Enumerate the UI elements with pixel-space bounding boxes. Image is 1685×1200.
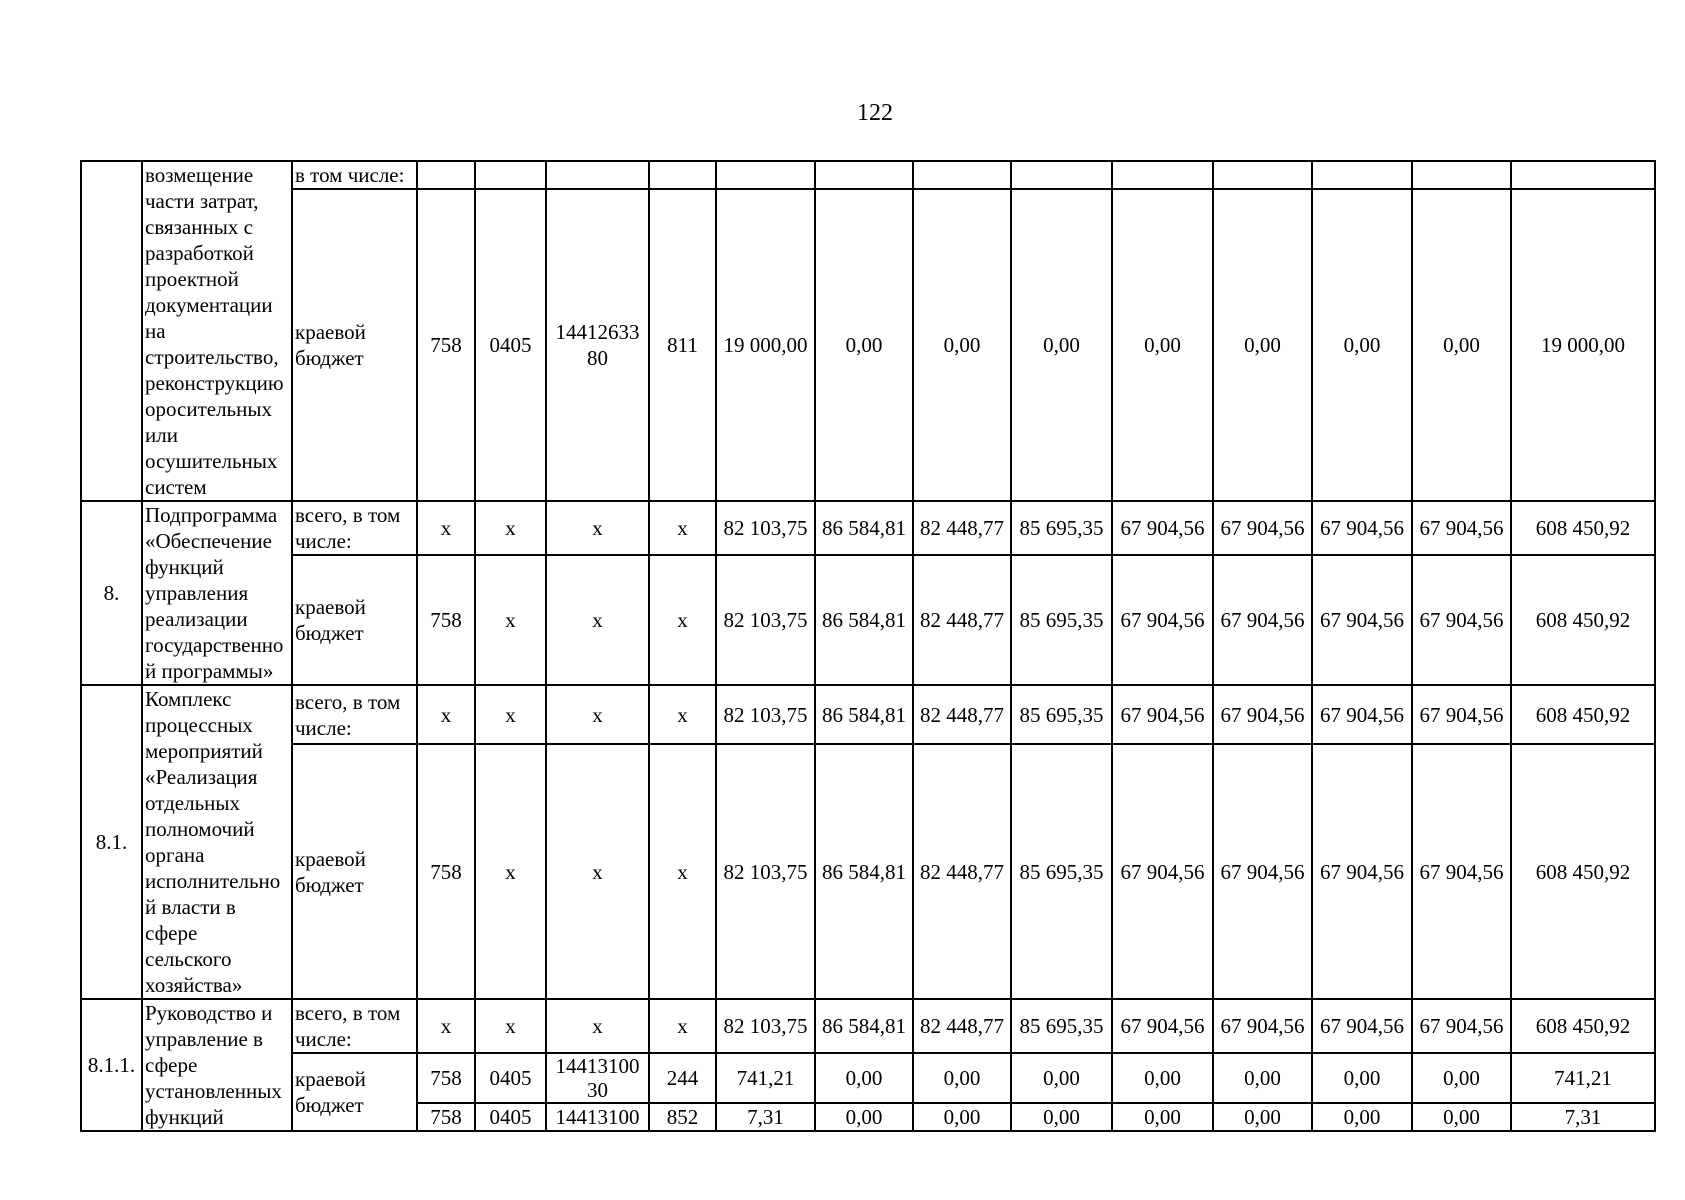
code-cell: х — [417, 685, 475, 744]
amount-cell: 67 904,56 — [1213, 685, 1312, 744]
code-cell: 0405 — [475, 1103, 546, 1131]
code-cell: х — [649, 999, 716, 1053]
code-cell: х — [417, 501, 475, 555]
table-row — [81, 1053, 1655, 1103]
amount-cell: 67 904,56 — [1112, 555, 1213, 685]
code-cell: 14413100 — [546, 1103, 649, 1131]
code-cell: х — [546, 999, 649, 1053]
amount-total: 608 450,92 — [1511, 999, 1655, 1053]
code-cell: х — [546, 501, 649, 555]
amount-cell: 67 904,56 — [1412, 744, 1511, 999]
amount-cell: 67 904,56 — [1312, 999, 1412, 1053]
amount-cell: 82 448,77 — [913, 555, 1011, 685]
amount-cell: 0,00 — [1213, 189, 1312, 501]
amount-cell: 82 448,77 — [913, 744, 1011, 999]
amount-cell: 0,00 — [1112, 189, 1213, 501]
table-row — [81, 189, 1655, 501]
total-label: всего, в том числе: — [292, 685, 417, 744]
code-cell: 758 — [417, 744, 475, 999]
amount-cell: 85 695,35 — [1011, 555, 1112, 685]
amount-cell: 67 904,56 — [1312, 501, 1412, 555]
code-vr: 811 — [649, 189, 716, 501]
code-cell: 244 — [649, 1053, 716, 1103]
amount-total: 608 450,92 — [1511, 555, 1655, 685]
amount-cell: 67 904,56 — [1312, 555, 1412, 685]
amount-cell: 85 695,35 — [1011, 999, 1112, 1053]
page-number: 122 — [857, 100, 893, 126]
amount-cell: 0,00 — [1112, 1103, 1213, 1131]
code-cell: 0405 — [475, 1053, 546, 1103]
code-cell: х — [546, 555, 649, 685]
funding-source: краевой бюджет — [292, 555, 417, 685]
table-row — [81, 744, 1655, 999]
amount-cell: 67 904,56 — [1412, 685, 1511, 744]
amount-cell: 0,00 — [815, 1053, 913, 1103]
code-cell: х — [475, 744, 546, 999]
amount-cell: 0,00 — [913, 1053, 1011, 1103]
row-name: возмещение части затрат, связанных с разработкой проектной документации на строительство, реконструкцию оросительных или осушительных систем — [142, 161, 292, 501]
amount-cell: 86 584,81 — [815, 999, 913, 1053]
amount-cell: 67 904,56 — [1112, 685, 1213, 744]
funding-source: краевой бюджет — [292, 189, 417, 501]
amount-cell: 67 904,56 — [1412, 555, 1511, 685]
code-cell: х — [649, 555, 716, 685]
amount-cell: 67 904,56 — [1412, 501, 1511, 555]
amount-cell: 0,00 — [1412, 1103, 1511, 1131]
code-cell: х — [546, 744, 649, 999]
code-cell: 758 — [417, 1103, 475, 1131]
amount-cell: 0,00 — [1112, 1053, 1213, 1103]
amount-cell: 741,21 — [716, 1053, 815, 1103]
amount-cell: 0,00 — [913, 1103, 1011, 1131]
row-number: 8.1. — [81, 685, 142, 999]
row-name: Комплекс процессных мероприятий «Реализация отдельных полномочий органа исполнительно й власти в сфере сельского хозяйства» — [142, 685, 292, 999]
amount-cell: 82 103,75 — [716, 501, 815, 555]
code-cell: х — [649, 744, 716, 999]
code-cell: х — [546, 685, 649, 744]
amount-cell: 82 103,75 — [716, 555, 815, 685]
total-label: всего, в том числе: — [292, 999, 417, 1053]
code-cell: 758 — [417, 1053, 475, 1103]
amount-total: 7,31 — [1511, 1103, 1655, 1131]
code-csr: 14412633 80 — [546, 189, 649, 501]
sub-label: в том числе: — [292, 161, 417, 189]
amount-cell: 0,00 — [1412, 189, 1511, 501]
amount-cell: 0,00 — [1312, 1053, 1412, 1103]
table-row — [81, 999, 1655, 1053]
code-cell: х — [475, 685, 546, 744]
funding-source: краевой бюджет — [292, 1053, 417, 1131]
amount-cell: 85 695,35 — [1011, 685, 1112, 744]
amount-cell: 67 904,56 — [1112, 744, 1213, 999]
code-rzpr: 0405 — [475, 189, 546, 501]
amount-cell: 0,00 — [815, 1103, 913, 1131]
amount-cell: 82 103,75 — [716, 999, 815, 1053]
amount-cell: 67 904,56 — [1312, 685, 1412, 744]
amount-cell: 86 584,81 — [815, 685, 913, 744]
budget-table — [80, 160, 1656, 1132]
amount-total: 741,21 — [1511, 1053, 1655, 1103]
row-number — [81, 161, 142, 501]
code-cell: х — [417, 999, 475, 1053]
amount-total: 608 450,92 — [1511, 501, 1655, 555]
amount-cell: 82 448,77 — [913, 685, 1011, 744]
amount-cell: 85 695,35 — [1011, 501, 1112, 555]
amount-cell: 67 904,56 — [1112, 501, 1213, 555]
amount-cell: 0,00 — [1412, 1053, 1511, 1103]
code-cell: х — [475, 555, 546, 685]
amount-cell: 0,00 — [913, 189, 1011, 501]
table-row — [81, 501, 1655, 555]
amount-cell: 67 904,56 — [1312, 744, 1412, 999]
funding-source: краевой бюджет — [292, 744, 417, 999]
amount-total: 608 450,92 — [1511, 744, 1655, 999]
amount-cell: 67 904,56 — [1213, 999, 1312, 1053]
row-name: Подпрограмма «Обеспечение функций управления реализации государственно й программы» — [142, 501, 292, 685]
amount-cell: 82 448,77 — [913, 999, 1011, 1053]
amount-total: 608 450,92 — [1511, 685, 1655, 744]
amount-cell: 0,00 — [1011, 1103, 1112, 1131]
amount-cell: 0,00 — [1011, 1053, 1112, 1103]
amount-cell: 85 695,35 — [1011, 744, 1112, 999]
amount-cell: 0,00 — [815, 189, 913, 501]
amount-cell: 0,00 — [1312, 1103, 1412, 1131]
code-grbs: 758 — [417, 189, 475, 501]
amount-cell: 19 000,00 — [716, 189, 815, 501]
amount-cell: 86 584,81 — [815, 501, 913, 555]
code-cell: х — [475, 999, 546, 1053]
total-label: всего, в том числе: — [292, 501, 417, 555]
amount-cell: 67 904,56 — [1213, 501, 1312, 555]
amount-cell: 0,00 — [1213, 1103, 1312, 1131]
code-cell: х — [649, 501, 716, 555]
amount-cell: 0,00 — [1312, 189, 1412, 501]
table-row — [81, 161, 1655, 189]
amount-cell: 67 904,56 — [1213, 555, 1312, 685]
amount-cell: 67 904,56 — [1213, 744, 1312, 999]
row-number: 8.1.1. — [81, 999, 142, 1131]
table-row — [81, 555, 1655, 685]
code-cell: 758 — [417, 555, 475, 685]
amount-cell: 67 904,56 — [1412, 999, 1511, 1053]
code-csr: 14413100 30 — [555, 1054, 640, 1102]
code-cell: 852 — [649, 1103, 716, 1131]
table-row — [81, 685, 1655, 744]
amount-cell: 67 904,56 — [1112, 999, 1213, 1053]
amount-cell: 0,00 — [1011, 189, 1112, 501]
amount-cell: 82 448,77 — [913, 501, 1011, 555]
row-name: Руководство и управление в сфере установленных функций — [142, 999, 292, 1131]
amount-total: 19 000,00 — [1511, 189, 1655, 501]
amount-cell: 82 103,75 — [716, 685, 815, 744]
code-cell: х — [649, 685, 716, 744]
amount-cell: 86 584,81 — [815, 744, 913, 999]
amount-cell: 0,00 — [1213, 1053, 1312, 1103]
code-cell: х — [475, 501, 546, 555]
amount-cell: 82 103,75 — [716, 744, 815, 999]
amount-cell: 86 584,81 — [815, 555, 913, 685]
code-cell — [546, 1053, 649, 1103]
amount-cell: 7,31 — [716, 1103, 815, 1131]
row-number: 8. — [81, 501, 142, 685]
